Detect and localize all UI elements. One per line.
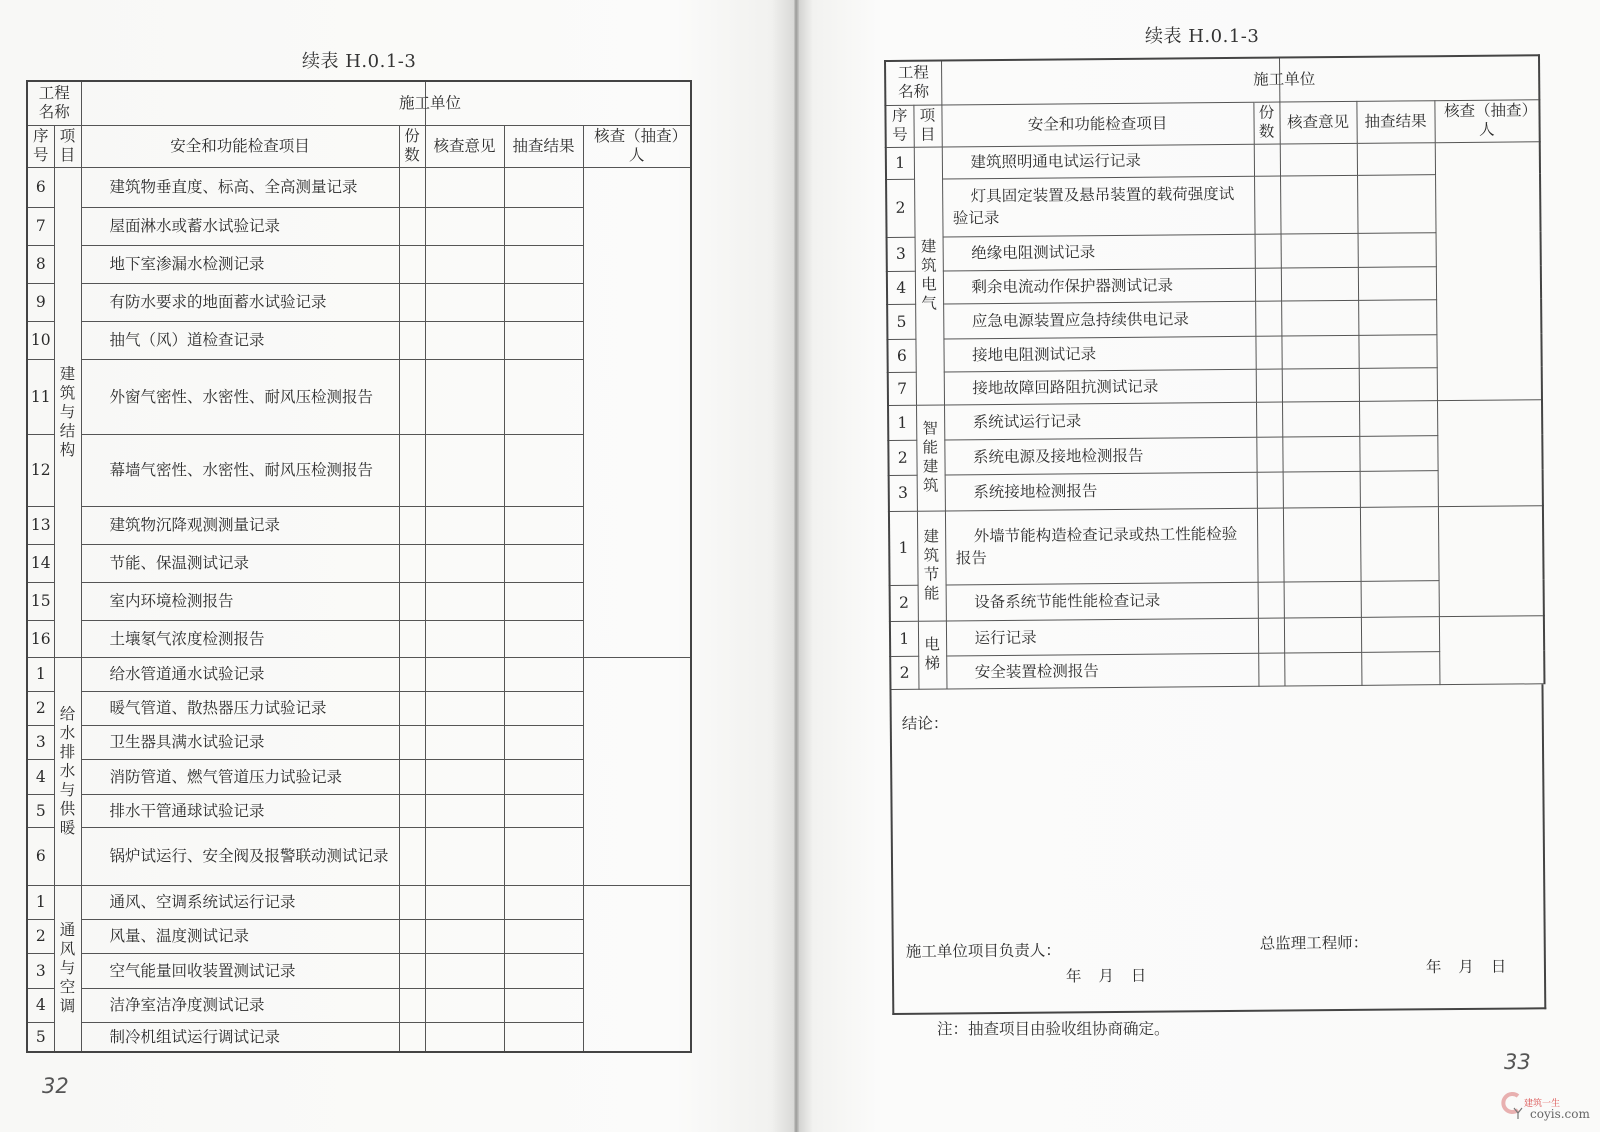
row-number: 4: [27, 759, 54, 794]
inspection-item: 建筑照明通电试运行记录: [942, 144, 1254, 179]
review-opinion-cell[interactable]: [425, 207, 504, 245]
spot-check-result-cell[interactable]: [504, 794, 583, 827]
copies-cell[interactable]: [399, 167, 425, 207]
row-number: 1: [886, 147, 914, 179]
row-number: 8: [27, 245, 54, 283]
review-opinion-cell[interactable]: [425, 885, 504, 919]
reviewer-cell[interactable]: [1438, 505, 1544, 616]
header-row-columns: [885, 99, 1539, 147]
row-number: 4: [27, 988, 54, 1022]
spot-check-result-cell[interactable]: [1361, 651, 1439, 685]
inspection-item: 屋面淋水或蓄水试验记录: [81, 207, 399, 245]
spot-check-result-cell[interactable]: [504, 620, 583, 657]
inspection-item: 系统试运行记录: [944, 402, 1256, 440]
copies-cell[interactable]: [399, 657, 425, 691]
header-row-columns: [27, 125, 691, 167]
inspection-item: 设备系统节能性能检查记录: [946, 582, 1258, 621]
col-header-spot-check-result: 抽查结果: [1356, 100, 1434, 143]
row-number: 15: [27, 582, 54, 620]
conclusion-label: 结论：: [901, 713, 949, 733]
spot-check-result-cell[interactable]: [504, 167, 583, 207]
review-opinion-cell[interactable]: [425, 691, 504, 725]
inspection-item: 建筑物沉降观测测量记录: [81, 506, 399, 544]
row-number: 2: [890, 585, 918, 621]
copies-cell[interactable]: [1254, 144, 1280, 176]
copies-cell[interactable]: [1255, 336, 1281, 369]
category-cell: 给水排水与供暖: [54, 657, 81, 885]
copies-cell[interactable]: [1258, 618, 1284, 653]
copies-cell[interactable]: [1255, 234, 1281, 268]
reviewer-cell[interactable]: [1437, 399, 1543, 506]
copies-cell[interactable]: [399, 885, 425, 919]
review-opinion-cell[interactable]: [425, 953, 504, 988]
header-row-project: [27, 81, 691, 125]
copies-cell[interactable]: [1256, 437, 1282, 472]
spot-check-result-cell[interactable]: [504, 506, 583, 544]
copies-cell[interactable]: [399, 283, 425, 321]
inspection-item: 地下室渗漏水检测记录: [81, 245, 399, 283]
right-inspection-table: [884, 54, 1545, 689]
row-number: 13: [27, 506, 54, 544]
spot-check-result-cell[interactable]: [1358, 334, 1436, 368]
row-number: 5: [887, 304, 915, 339]
review-opinion-cell[interactable]: [425, 988, 504, 1022]
inspection-item: 制冷机组试运行调试记录: [81, 1022, 399, 1052]
inspection-item: 暖气管道、散热器压力试验记录: [81, 691, 399, 725]
review-opinion-cell[interactable]: [425, 759, 504, 794]
spot-check-result-cell[interactable]: [504, 885, 583, 919]
copies-cell[interactable]: [399, 582, 425, 620]
table-row: [890, 615, 1544, 656]
contractor-manager-date: 年 月 日: [1065, 966, 1147, 985]
row-number: 2: [886, 179, 915, 237]
copies-cell[interactable]: [1254, 176, 1281, 234]
spot-check-result-cell[interactable]: [504, 827, 583, 885]
row-number: 6: [887, 339, 915, 372]
reviewer-cell[interactable]: [1435, 141, 1542, 400]
chief-supervisor-signature-label: 总监理工程师：: [1259, 933, 1369, 953]
review-opinion-cell[interactable]: [1280, 175, 1358, 234]
review-opinion-cell[interactable]: [425, 794, 504, 827]
inspection-item: 系统电源及接地检测报告: [944, 437, 1256, 475]
col-header-reviewer: 核查（抽查）人: [583, 125, 691, 167]
copies-cell[interactable]: [399, 759, 425, 794]
left-table-wrapper: [26, 80, 690, 1053]
table-row: [27, 657, 691, 691]
reviewer-cell[interactable]: [583, 885, 691, 1052]
inspection-item: 外墙节能构造检查记录或热工性能检验报告: [945, 508, 1258, 585]
left-page-number: 32: [42, 1074, 69, 1098]
review-opinion-cell[interactable]: [425, 1022, 504, 1052]
review-opinion-cell[interactable]: [1281, 233, 1358, 268]
row-number: 7: [888, 372, 916, 405]
review-opinion-cell[interactable]: [1281, 335, 1358, 369]
row-number: 1: [27, 885, 54, 919]
copies-cell[interactable]: [399, 321, 425, 359]
spot-check-result-cell[interactable]: [1359, 435, 1437, 471]
inspection-item: 系统接地检测报告: [945, 472, 1257, 511]
spot-check-result-cell[interactable]: [504, 988, 583, 1022]
copies-cell[interactable]: [399, 207, 425, 245]
copies-cell[interactable]: [1256, 402, 1282, 437]
copies-cell[interactable]: [399, 919, 425, 953]
review-opinion-cell[interactable]: [425, 434, 504, 506]
spot-check-result-cell[interactable]: [1358, 299, 1436, 335]
inspection-item: 接地电阻测试记录: [943, 336, 1255, 372]
inspection-item: 洁净室洁净度测试记录: [81, 988, 399, 1022]
copies-cell[interactable]: [1257, 508, 1284, 582]
inspection-item: 排水干管通球试验记录: [81, 794, 399, 827]
reviewer-cell[interactable]: [1439, 615, 1545, 684]
inspection-item: 绝缘电阻测试记录: [943, 234, 1255, 271]
row-number: 2: [27, 691, 54, 725]
inspection-item: 卫生器具满水试验记录: [81, 725, 399, 759]
spot-check-result-cell[interactable]: [1360, 506, 1439, 581]
chief-supervisor-date: 年 月 日: [1425, 957, 1507, 976]
header-row-project: [885, 55, 1539, 105]
review-opinion-cell[interactable]: [425, 506, 504, 544]
table-row: [886, 141, 1540, 179]
inspection-item: 给水管道通水试验记录: [81, 657, 399, 691]
col-header-spot-check-result: 抽查结果: [504, 125, 583, 167]
row-number: 2: [890, 656, 918, 689]
watermark-url: coyis.com: [1530, 1107, 1590, 1121]
inspection-item: 安全装置检测报告: [946, 653, 1258, 689]
row-number: 1: [27, 657, 54, 691]
row-number: 1: [889, 511, 918, 585]
review-opinion-cell[interactable]: [1282, 368, 1359, 402]
review-opinion-cell[interactable]: [1281, 267, 1358, 301]
row-number: 7: [27, 207, 54, 245]
inspection-item: 接地故障回路阻抗测试记录: [944, 369, 1256, 405]
project-name-label: 工程名称: [885, 61, 941, 105]
inspection-item: 土壤氡气浓度检测报告: [81, 620, 399, 657]
table-row: [889, 505, 1544, 585]
reviewer-cell[interactable]: [583, 167, 691, 657]
watermark: [1500, 1090, 1600, 1130]
contractor-label: 施工单位: [1253, 58, 1279, 102]
spot-check-result-cell[interactable]: [504, 283, 583, 321]
left-table-title: 续表 H.0.1-3: [302, 51, 417, 72]
right-page-number: 33: [1504, 1050, 1531, 1074]
inspection-item: 幕墙气密性、水密性、耐风压检测报告: [81, 434, 399, 506]
row-number: 3: [27, 725, 54, 759]
col-header-item: 安全和功能检查项目: [941, 102, 1253, 147]
review-opinion-cell[interactable]: [1282, 436, 1359, 472]
spot-check-result-cell[interactable]: [1358, 232, 1436, 267]
spot-check-result-cell[interactable]: [1357, 174, 1436, 233]
col-header-item: 安全和功能检查项目: [81, 125, 399, 167]
row-number: 16: [27, 620, 54, 657]
row-number: 3: [889, 475, 917, 511]
col-header-copies: 份数: [1253, 102, 1279, 144]
row-number: 3: [887, 237, 915, 271]
inspection-item: 抽气（风）道检查记录: [81, 321, 399, 359]
project-name-value[interactable]: [81, 81, 399, 125]
footnote: 注：抽查项目由验收组协商确定。: [937, 1020, 1170, 1038]
inspection-item: 空气能量回收装置测试记录: [81, 953, 399, 988]
copies-cell[interactable]: [1257, 472, 1283, 508]
row-number: 11: [27, 359, 54, 434]
left-inspection-table: [26, 80, 692, 1053]
watermark-cn-text: 建筑一生: [1524, 1099, 1561, 1109]
row-number: 9: [27, 283, 54, 321]
copies-cell[interactable]: [1258, 582, 1284, 618]
review-opinion-cell[interactable]: [1284, 652, 1361, 686]
copies-cell[interactable]: [1256, 369, 1282, 402]
spot-check-result-cell[interactable]: [504, 321, 583, 359]
contractor-manager-signature-label: 施工单位项目负责人：: [905, 940, 1061, 961]
review-opinion-cell[interactable]: [425, 657, 504, 691]
contractor-value[interactable]: [425, 81, 691, 125]
spot-check-result-cell[interactable]: [1361, 616, 1439, 652]
inspection-item: 灯具固定装置及悬吊装置的载荷强度试验记录: [942, 176, 1254, 237]
category-cell: 智能建筑: [916, 404, 945, 510]
spot-check-result-cell[interactable]: [504, 582, 583, 620]
spot-check-result-cell[interactable]: [504, 919, 583, 953]
review-opinion-cell[interactable]: [425, 620, 504, 657]
spot-check-result-cell[interactable]: [1358, 266, 1436, 300]
review-opinion-cell[interactable]: [425, 544, 504, 582]
project-name-label: 工程名称: [27, 81, 81, 125]
review-opinion-cell[interactable]: [1284, 617, 1361, 653]
copies-cell[interactable]: [399, 1022, 425, 1052]
book-gutter: [793, 0, 799, 1132]
review-opinion-cell[interactable]: [1282, 401, 1359, 437]
copies-cell[interactable]: [1258, 653, 1284, 686]
review-opinion-cell[interactable]: [425, 919, 504, 953]
inspection-item: 节能、保温测试记录: [81, 544, 399, 582]
inspection-item: 应急电源装置应急持续供电记录: [943, 301, 1255, 339]
reviewer-cell[interactable]: [583, 657, 691, 885]
spot-check-result-cell[interactable]: [504, 759, 583, 794]
col-header-review-opinion: 核查意见: [1279, 101, 1356, 144]
spot-check-result-cell[interactable]: [504, 725, 583, 759]
col-header-category: 项目: [54, 125, 81, 167]
review-opinion-cell[interactable]: [425, 245, 504, 283]
col-header-no: 序号: [27, 125, 54, 167]
review-opinion-cell[interactable]: [1280, 143, 1357, 176]
watermark-logo-icon: [1500, 1090, 1526, 1120]
row-number: 5: [27, 1022, 54, 1052]
table-row: [27, 167, 691, 207]
copies-cell[interactable]: [1255, 301, 1281, 336]
spot-check-result-cell[interactable]: [1361, 580, 1439, 617]
spot-check-result-cell[interactable]: [504, 953, 583, 988]
col-header-review-opinion: 核查意见: [425, 125, 504, 167]
row-number: 1: [888, 405, 916, 440]
row-number: 4: [887, 271, 915, 304]
copies-cell[interactable]: [399, 620, 425, 657]
spot-check-result-cell[interactable]: [504, 245, 583, 283]
col-header-copies: 份数: [399, 125, 425, 167]
inspection-item: 室内环境检测报告: [81, 582, 399, 620]
review-opinion-cell[interactable]: [425, 283, 504, 321]
review-opinion-cell[interactable]: [425, 359, 504, 434]
contractor-label: 施工单位: [399, 81, 425, 125]
review-opinion-cell[interactable]: [425, 827, 504, 885]
table-row: [888, 399, 1542, 440]
category-cell: 电梯: [918, 620, 947, 688]
right-table-title: 续表 H.0.1-3: [1145, 26, 1260, 47]
review-opinion-cell[interactable]: [425, 321, 504, 359]
conclusion-box[interactable]: [889, 684, 1546, 1015]
copies-cell[interactable]: [399, 544, 425, 582]
project-name-value[interactable]: [941, 58, 1253, 105]
spot-check-result-cell[interactable]: [504, 544, 583, 582]
review-opinion-cell[interactable]: [1281, 300, 1358, 336]
copies-cell[interactable]: [1255, 268, 1281, 301]
spot-check-result-cell[interactable]: [504, 359, 583, 434]
review-opinion-cell[interactable]: [1283, 507, 1361, 582]
row-number: 2: [27, 919, 54, 953]
spot-check-result-cell[interactable]: [1360, 470, 1438, 507]
inspection-item: 外窗气密性、水密性、耐风压检测报告: [81, 359, 399, 434]
category-cell: 建筑与结构: [54, 167, 81, 657]
spot-check-result-cell[interactable]: [1359, 400, 1437, 436]
category-cell: 建筑电气: [914, 146, 944, 404]
category-cell: 建筑节能: [917, 510, 946, 620]
copies-cell[interactable]: [399, 691, 425, 725]
row-number: 3: [27, 953, 54, 988]
spot-check-result-cell[interactable]: [504, 434, 583, 506]
right-table-wrapper: [884, 54, 1546, 1014]
inspection-item: 有防水要求的地面蓄水试验记录: [81, 283, 399, 321]
spot-check-result-cell[interactable]: [504, 691, 583, 725]
row-number: 10: [27, 321, 54, 359]
row-number: 14: [27, 544, 54, 582]
row-number: 5: [27, 794, 54, 827]
inspection-item: 消防管道、燃气管道压力试验记录: [81, 759, 399, 794]
spot-check-result-cell[interactable]: [1357, 142, 1435, 175]
copies-cell[interactable]: [399, 988, 425, 1022]
inspection-item: 风量、温度测试记录: [81, 919, 399, 953]
row-number: 6: [27, 167, 54, 207]
table-row: [27, 885, 691, 919]
col-header-category: 项目: [913, 105, 941, 147]
review-opinion-cell[interactable]: [1283, 471, 1360, 508]
row-number: 12: [27, 434, 54, 506]
copies-cell[interactable]: [399, 434, 425, 506]
spot-check-result-cell[interactable]: [504, 207, 583, 245]
copies-cell[interactable]: [399, 953, 425, 988]
review-opinion-cell[interactable]: [425, 725, 504, 759]
category-cell: 通风与空调: [54, 885, 81, 1052]
inspection-item: 建筑物垂直度、标高、全高测量记录: [81, 167, 399, 207]
col-header-no: 序号: [885, 105, 913, 147]
copies-cell[interactable]: [399, 245, 425, 283]
copies-cell[interactable]: [399, 827, 425, 885]
row-number: 6: [27, 827, 54, 885]
review-opinion-cell[interactable]: [1284, 581, 1361, 618]
col-header-reviewer: 核查（抽查）人: [1434, 99, 1539, 142]
inspection-item: 通风、空调系统试运行记录: [81, 885, 399, 919]
copies-cell[interactable]: [399, 359, 425, 434]
inspection-item: 运行记录: [946, 618, 1258, 656]
inspection-item: 剩余电流动作保护器测试记录: [943, 268, 1255, 304]
review-opinion-cell[interactable]: [425, 582, 504, 620]
review-opinion-cell[interactable]: [425, 167, 504, 207]
spot-check-result-cell[interactable]: [1359, 367, 1437, 401]
contractor-value[interactable]: [1279, 55, 1539, 101]
spot-check-result-cell[interactable]: [504, 1022, 583, 1052]
row-number: 1: [890, 621, 918, 656]
copies-cell[interactable]: [399, 725, 425, 759]
inspection-item: 锅炉试运行、安全阀及报警联动测试记录: [81, 827, 399, 885]
copies-cell[interactable]: [399, 794, 425, 827]
copies-cell[interactable]: [399, 506, 425, 544]
row-number: 2: [888, 440, 916, 475]
spot-check-result-cell[interactable]: [504, 657, 583, 691]
